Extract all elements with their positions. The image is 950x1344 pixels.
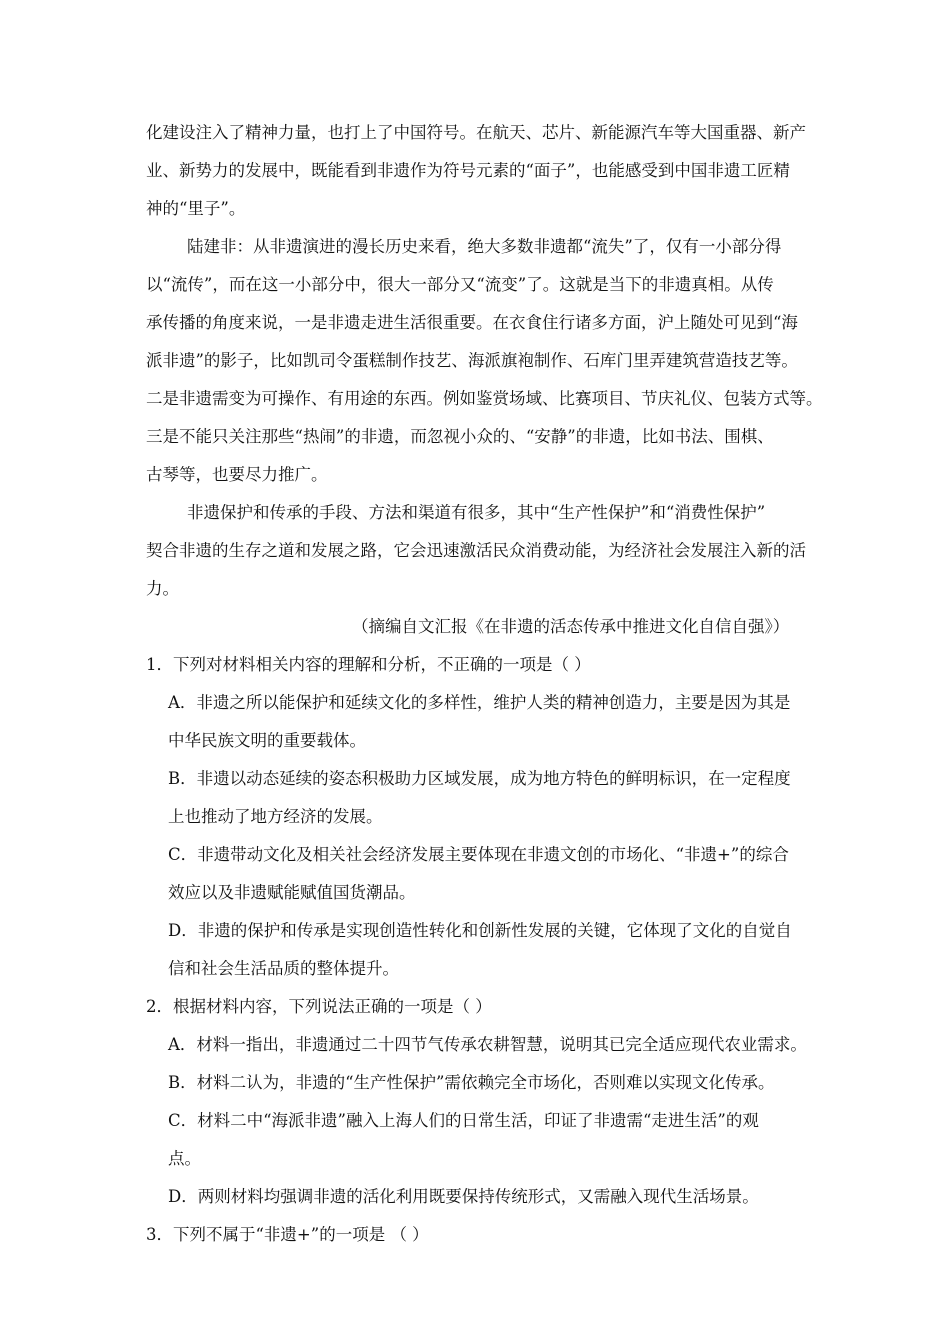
passage-line: 二是非遗需变为可操作、有用途的东西。例如鉴赏场域、比赛项目、节庆礼仪、包装方式等。 bbox=[146, 389, 823, 408]
option-a: A．材料一指出，非遗通过二十四节气传承农耕智慧，说明其已完全适应现代农业需求。 bbox=[168, 1035, 807, 1054]
passage-line: 三是不能只关注那些“热闹”的非遗，而忽视小众的、“安静”的非遗，比如书法、围棋、 bbox=[146, 427, 774, 446]
passage-line: 神的“里子”。 bbox=[146, 199, 246, 218]
passage-line: 古琴等，也要尽力推广。 bbox=[146, 465, 328, 484]
option-a-cont: 中华民族文明的重要载体。 bbox=[168, 731, 366, 750]
passage-line: 承传播的角度来说，一是非遗走进生活很重要。在衣食住行诸多方面，沪上随处可见到“海 bbox=[146, 313, 798, 332]
passage-line: 力。 bbox=[146, 579, 179, 598]
option-d: D．非遗的保护和传承是实现创造性转化和创新性发展的关键，它体现了文化的自觉自 bbox=[168, 921, 792, 940]
source-citation: （摘编自文汇报《在非遗的活态传承中推进文化自信自强》） bbox=[352, 617, 790, 636]
passage-line: 化建设注入了精神力量，也打上了中国符号。在航天、芯片、新能源汽车等大国重器、新产 bbox=[146, 123, 806, 142]
question-stem: 1．下列对材料相关内容的理解和分析，不正确的一项是（ ） bbox=[146, 655, 591, 674]
passage-line: 以“流传”，而在这一小部分中，很大一部分又“流变”了。这就是当下的非遗真相。从传 bbox=[146, 275, 774, 294]
option-c-cont: 效应以及非遗赋能赋值国货潮品。 bbox=[168, 883, 416, 902]
question-stem: 3．下列不属于“非遗+”的一项是 （ ） bbox=[146, 1225, 429, 1244]
passage-line: 陆建非：从非遗演进的漫长历史来看，绝大多数非遗都“流失”了，仅有一小部分得 bbox=[187, 237, 782, 256]
option-a: A．非遗之所以能保护和延续文化的多样性，维护人类的精神创造力，主要是因为其是 bbox=[168, 693, 791, 712]
question-stem: 2．根据材料内容，下列说法正确的一项是（ ） bbox=[146, 997, 492, 1016]
option-c: C．非遗带动文化及相关社会经济发展主要体现在非遗文创的市场化、“非遗+”的综合 bbox=[168, 845, 789, 864]
option-b-cont: 上也推动了地方经济的发展。 bbox=[168, 807, 383, 826]
passage-line: 派非遗”的影子，比如凯司令蛋糕制作技艺、海派旗袍制作、石库门里弄建筑营造技艺等。 bbox=[146, 351, 798, 370]
passage-line: 契合非遗的生存之道和发展之路，它会迅速激活民众消费动能，为经济社会发展注入新的活 bbox=[146, 541, 806, 560]
option-d-cont: 信和社会生活品质的整体提升。 bbox=[168, 959, 399, 978]
passage-line: 业、新势力的发展中，既能看到非遗作为符号元素的“面子”，也能感受到中国非遗工匠精 bbox=[146, 161, 790, 180]
option-b: B．非遗以动态延续的姿态积极助力区域发展，成为地方特色的鲜明标识，在一定程度 bbox=[168, 769, 791, 788]
option-c-cont: 点。 bbox=[168, 1149, 201, 1168]
passage-line: 非遗保护和传承的手段、方法和渠道有很多，其中“生产性保护”和“消费性保护” bbox=[187, 503, 766, 522]
option-d: D．两则材料均强调非遗的活化利用既要保持传统形式，又需融入现代生活场景。 bbox=[168, 1187, 759, 1206]
option-c: C．材料二中“海派非遗”融入上海人们的日常生活，印证了非遗需“走进生活”的观 bbox=[168, 1111, 759, 1130]
option-b: B．材料二认为，非遗的“生产性保护”需依赖完全市场化，否则难以实现文化传承。 bbox=[168, 1073, 775, 1092]
